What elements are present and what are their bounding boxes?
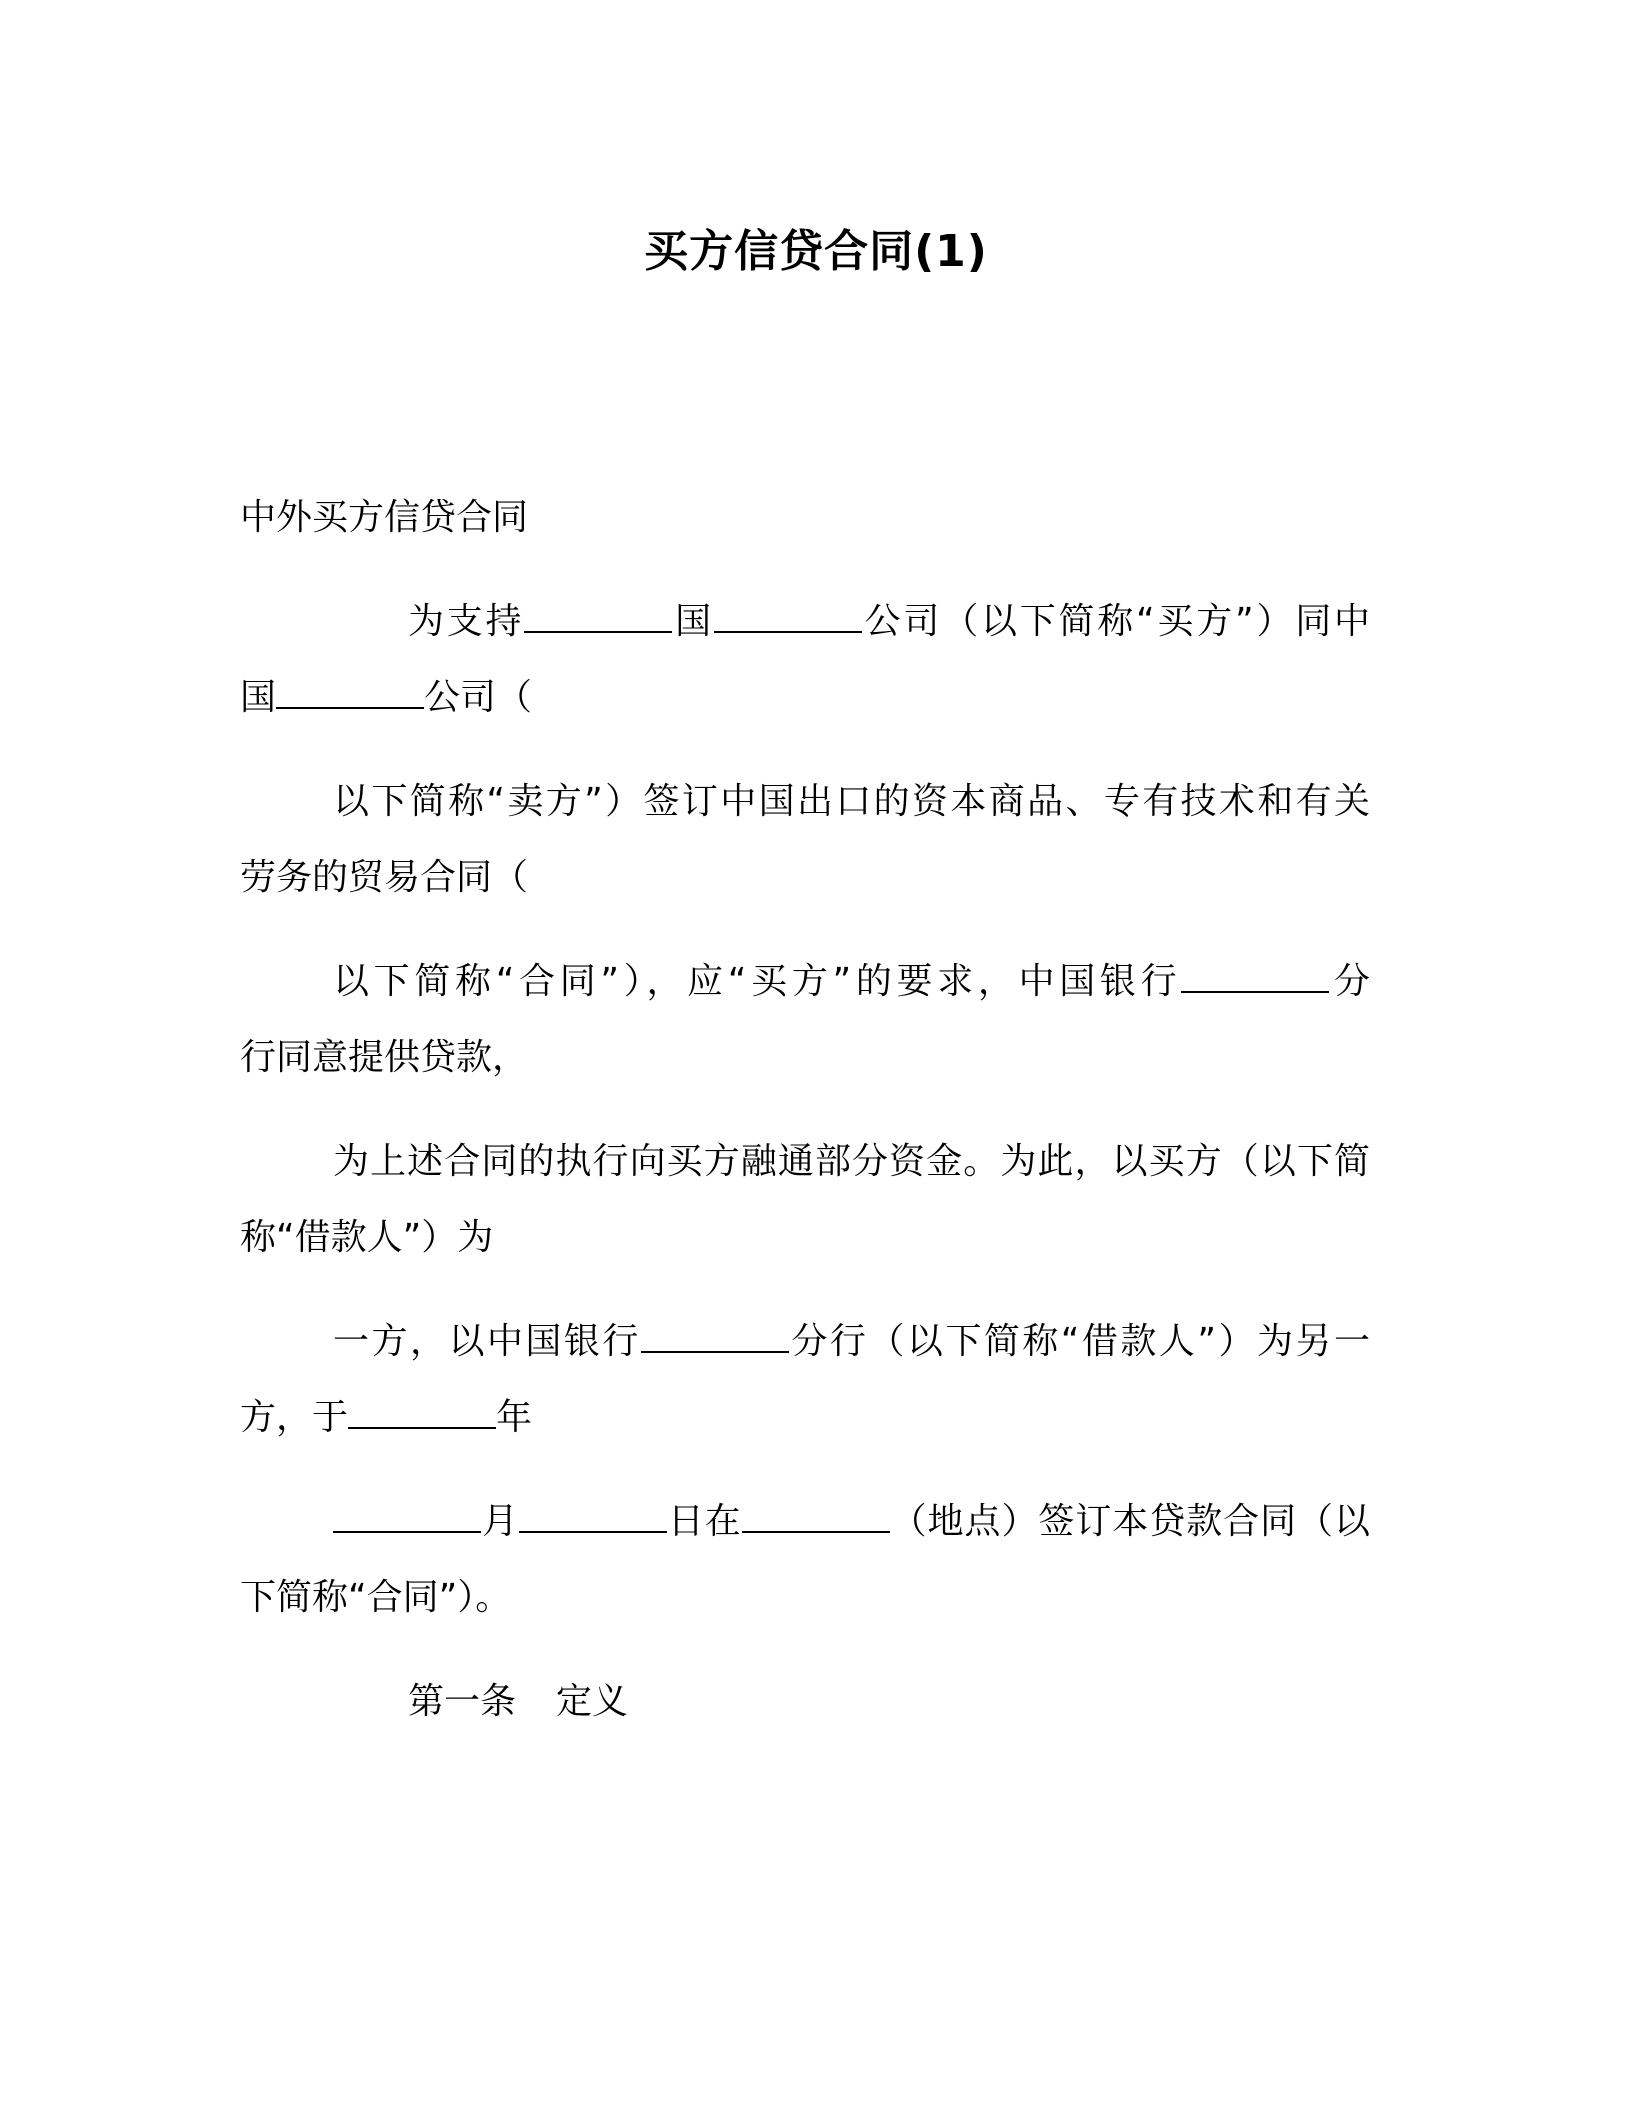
paragraph-5-line-1: [333, 1317, 1370, 1367]
paragraph-2-line-2: 劳务的贸易合同（: [240, 857, 529, 898]
fill-in-blank[interactable]: [714, 601, 862, 633]
text-segment: 公司（: [424, 677, 533, 718]
text-segment: 方，于: [240, 1397, 349, 1438]
paragraph-5-line-2: [240, 1393, 1370, 1443]
text-segment: 月: [481, 1501, 519, 1542]
text-segment: 国: [672, 601, 714, 642]
paragraph-3-line-1: [333, 957, 1370, 1007]
text-segment: 为支持: [408, 601, 525, 642]
fill-in-blank[interactable]: [519, 1501, 667, 1533]
paragraph-6-line-1: [333, 1497, 1370, 1547]
paragraph-3-line-2: 行同意提供贷款，: [240, 1037, 529, 1078]
paragraph-6-line-2: 下简称“合同”）。: [240, 1577, 512, 1618]
fill-in-blank[interactable]: [333, 1501, 481, 1533]
fill-in-blank[interactable]: [348, 1397, 496, 1429]
fill-in-blank[interactable]: [524, 601, 672, 633]
text-segment: 年: [496, 1397, 533, 1438]
text-segment: 日在: [666, 1501, 742, 1542]
article-name: 定义: [556, 1681, 629, 1722]
fill-in-blank[interactable]: [742, 1501, 890, 1533]
fill-in-blank[interactable]: [1181, 961, 1329, 993]
contract-heading: 中外买方信贷合同: [240, 497, 529, 538]
paragraph-4-line-2: 称“借款人”）为: [240, 1217, 494, 1258]
paragraph-4-line-1: 为上述合同的执行向买方融通部分资金。为此，以买方（以下简: [333, 1141, 1370, 1182]
article-1-heading: [408, 1677, 808, 1727]
document-title: 买方信贷合同(1): [644, 226, 988, 277]
fill-in-blank[interactable]: [641, 1321, 789, 1353]
paragraph-1-line-2: [240, 673, 1370, 723]
text-segment: 以下简称“合同”），应“买方”的要求，中国银行: [333, 961, 1182, 1002]
article-number: 第一条: [408, 1681, 517, 1722]
text-segment: 分: [1329, 961, 1370, 1002]
text-segment: 公司（以下简称“买方”）同中: [861, 601, 1370, 642]
text-segment: 国: [240, 677, 277, 718]
paragraph-2-line-1: 以下简称“卖方”）签订中国出口的资本商品、专有技术和有关: [333, 781, 1370, 822]
text-segment: （地点）签订本贷款合同（以: [889, 1501, 1370, 1542]
fill-in-blank[interactable]: [276, 677, 424, 709]
paragraph-1-line-1: [408, 597, 1370, 647]
text-segment: 一方，以中国银行: [333, 1321, 641, 1362]
text-segment: 分行（以下简称“借款人”）为另一: [788, 1321, 1370, 1362]
